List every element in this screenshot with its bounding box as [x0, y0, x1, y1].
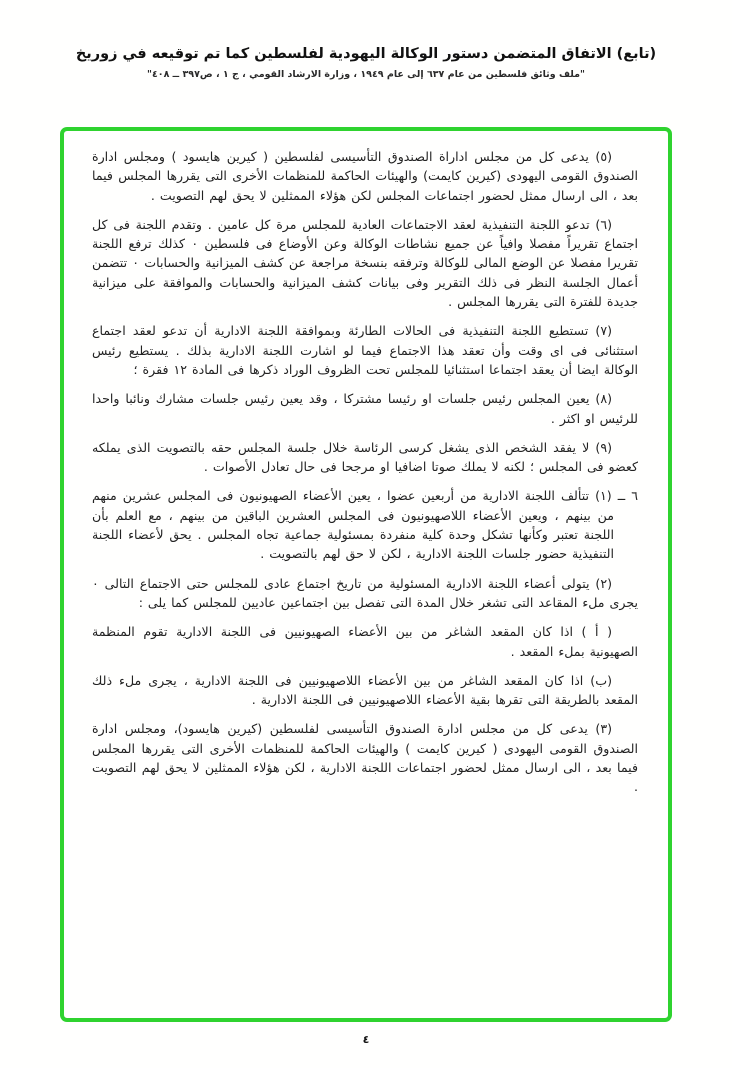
paragraph-clause-8: (٨) يعين المجلس رئيس جلسات او رئيسا مشتركا ، وقد يعين رئيس جلسات مشارك ونائبا واحدا للرئيس او اكثر .: [92, 391, 638, 426]
paragraph-item-a: ( أ ) اذا كان المقعد الشاغر من بين الأعضاء الصهيونيين فى اللجنة الادارية تقوم المنظمة الصهيونية بملء المقعد .: [92, 624, 638, 659]
page-number: ٤: [362, 1033, 370, 1046]
paragraph-article-6-clause-1: ٦ ــ (١) تتألف اللجنة الادارية من أربعين عضوا ، يعين الأعضاء الصهيونيون فى المجلس عشرين منهم من بينهم ، ويعين الأعضاء اللاصهيونيون فى المجلس العشرين الباقين من بينهم ، مع العلم بأن اللجنة تعتبر وكأنها تشكل وحدة كلية منفردة بمسئولية جماعية تجاه المجلس . يحق لأعضاء اللجنة التنفيذية حضور جلسات اللجنة الادارية ، لكن لا حق لهم بالتصويت .: [92, 488, 638, 562]
paragraph-clause-6: (٦) تدعو اللجنة التنفيذية لعقد الاجتماعات العادية للمجلس مرة كل عامين . وتقدم اللجنة فى كل اجتماع تقريراً مفصلا وافياً عن جميع نشاطات الوكالة وعن الأوضاع فى فلسطين ۰ كذلك ترفع اللجنة تقريرا مفصلا عن الوضع المالى للوكالة وترفقه بنسخة مراجعة عن كشف الميزانية والحسابات ۰ تتضمن أعمال الجلسة النظر فى ذلك التقرير وفى بيانات كشف الميزانية والحسابات والموافقة على ميزانية جديدة للفترة التى يقررها المجلس .: [92, 216, 638, 310]
paragraph-item-b: (ب) اذا كان المقعد الشاغر من بين الأعضاء اللاصهيونيين فى اللجنة الادارية ، يجرى ملء ذلك المقعد بالطريقة التى تقرها بقية الأعضاء اللاصهيونيين فى اللجنة الادارية .: [92, 672, 638, 708]
paragraph-clause-9: (٩) لا يفقد الشخص الذى يشغل كرسى الرئاسة خلال جلسة المجلس حقه بالتصويت الذى يملكه كعضو فى المجلس ؛ لكنه لا يملك صوتا اضافيا او مرجحا فى حال تعادل الأصوات .: [92, 439, 638, 475]
paragraph-clause-7: (٧) تستطيع اللجنة التنفيذية فى الحالات الطارئة وبموافقة اللجنة الادارية أن تدعو لعقد اجتماع استثنائى فى اى وقت وأن تعقد هذا الاجتماع فيما لو اشارت اللجنة الادارية بذلك . يستطيع رئيس الوكالة ايضا أن يعقد اجتماعا استثنائيا للمجلس تحت الظروف الوراد ذكرها فى المادة ١٢ فقرة ؛: [92, 323, 638, 377]
document-title: (تابع) الاتفاق المتضمن دستور الوكالة اليهودية لفلسطين كما تم توقيعه في زوريخ: [75, 46, 657, 62]
paragraph-clause-5: (٥) يدعى كل من مجلس اداراة الصندوق التأسيسى لفلسطين ( كيرين هايسود ) ومجلس ادارة الصندوق القومى اليهودى (كيرين كايمت) والهيئات الحاكمة للمنظمات الأخرى التى يقررها المجلس فيما بعد ، الى ارسال ممثل لحضور اجتماعات المجلس لكن هؤلاء الممثلين لا يحق لهم التصويت .: [92, 149, 638, 203]
paragraph-clause-3: (٣) يدعى كل من مجلس ادارة الصندوق التأسيسى لفلسطين (كيرين هايسود)، ومجلس ادارة الصندوق القومى اليهودى ( كيرين كايمت ) والهيئات الحاكمة للمنظمات الأخرى التى يقررها المجلس فيما بعد ، الى ارسال ممثل لحضور اجتماعات اللجنة الادارية ، لكن هؤلاء الممثلين لا يحق لهم التصويت .: [92, 721, 638, 795]
document-body: [92, 147, 638, 807]
document-header: [0, 46, 732, 80]
paragraph-clause-2: (٢) يتولى أعضاء اللجنة الادارية المسئولية من تاريخ اجتماع عادى للمجلس حتى الاجتماع التالى ۰ يجرى ملء المقاعد التى تشغر خلال المدة التى تفصل بين اجتماعين عاديين للمجلس كما يلى :: [92, 575, 638, 610]
highlight-border-frame: [60, 127, 672, 1022]
document-source-citation: "ملف وثائق فلسطين من عام ٦٣٧ إلى عام ١٩٤٩ ، وزارة الارشاد القومي ، ج ١ ، ص٣٩٧ ــ ٤٠٨": [147, 69, 585, 80]
